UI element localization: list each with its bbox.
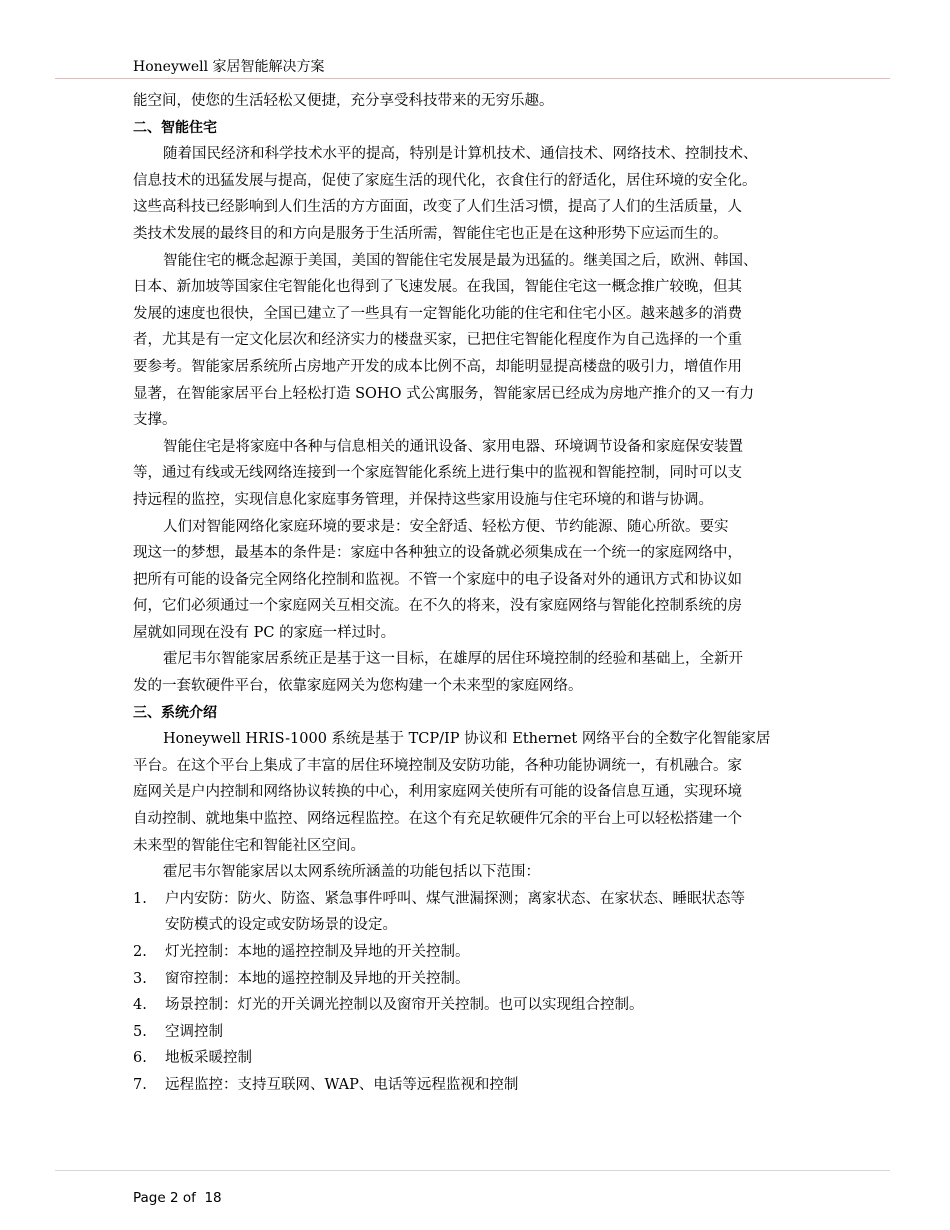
- paragraph-line: 日本、新加坡等国家住宅智能化也得到了飞速发展。在我国，智能住宅这一概念推广较晚，但其: [133, 279, 742, 296]
- paragraph-line: 类技术发展的最终目的和方向是服务于生活所需，智能住宅也正是在这种形势下应运而生的。: [133, 225, 728, 242]
- paragraph-line: 要参考。智能家居系统所占房地产开发的成本比例不高，却能明显提高楼盘的吸引力，增值作用: [133, 358, 742, 375]
- list-text: 户内安防：防火、防盗、紧急事件呼叫、煤气泄漏探测；离家状态、在家状态、睡眠状态等: [165, 890, 745, 907]
- paragraph: [133, 141, 823, 247]
- list-number: 5.: [133, 1023, 147, 1040]
- page-footer: [133, 1190, 222, 1206]
- list-item: [133, 1045, 823, 1072]
- list-number: 1.: [133, 890, 147, 907]
- list-item-continuation: [133, 912, 823, 939]
- header-divider: [55, 78, 890, 79]
- list-text: 地板采暖控制: [165, 1050, 252, 1067]
- list-number: 2.: [133, 944, 147, 960]
- list-item: [133, 1072, 823, 1099]
- feature-list: [133, 886, 823, 1099]
- paragraph-line: 庭网关是户内控制和网络协议转换的中心，利用家庭网关使所有可能的设备信息互通，实现环境: [133, 784, 742, 801]
- list-text: 远程监控：支持互联网、WAP、电话等远程监视和控制: [165, 1076, 519, 1093]
- paragraph-line: 自动控制、就地集中监控、网络远程监控。在这个有充足软硬件冗余的平台上可以轻松搭建一个: [133, 811, 742, 828]
- list-item: [133, 992, 823, 1019]
- paragraph-line: 现这一的梦想，最基本的条件是：家庭中各种独立的设备就必须集成在一个统一的家庭网络中，: [133, 545, 742, 562]
- paragraph-line: 这些高科技已经影响到人们生活的方方面面，改变了人们生活习惯，提高了人们的生活质量，人: [133, 199, 742, 216]
- paragraph-line: 者，尤其是有一定文化层次和经济实力的楼盘买家，已把住宅智能化程度作为自己选择的一个重: [133, 332, 742, 349]
- paragraph-line: 平台。在这个平台上集成了丰富的居住环境控制及安防功能，各种功能协调统一，有机融合。家: [133, 757, 742, 774]
- paragraph-line: 支撑。: [133, 412, 177, 429]
- paragraph-line: 随着国民经济和科学技术水平的提高，特别是计算机技术、通信技术、网络技术、控制技术、: [163, 146, 758, 163]
- paragraph: [133, 248, 823, 434]
- list-item: [133, 1019, 823, 1046]
- paragraph-line: 未来型的智能住宅和智能社区空间。: [133, 837, 365, 854]
- list-number: 3.: [133, 970, 147, 987]
- list-text: 灯光控制：本地的遥控控制及异地的开关控制。: [165, 944, 470, 960]
- paragraph-line: 显著，在智能家居平台上轻松打造 SOHO 式公寓服务，智能家居已经成为房地产推介的又一有力: [133, 385, 755, 402]
- list-item: [133, 939, 823, 966]
- list-text: 窗帘控制：本地的遥控控制及异地的开关控制。: [165, 970, 470, 987]
- paragraph: [133, 434, 823, 514]
- paragraph-line: 屋就如同现在没有 PC 的家庭一样过时。: [133, 624, 396, 641]
- paragraph-line: 智能住宅的概念起源于美国，美国的智能住宅发展是最为迅猛的。继美国之后，欧洲、韩国、: [163, 252, 758, 269]
- paragraph: [133, 514, 823, 647]
- paragraph-line: 把所有可能的设备完全网络化控制和监视。不管一个家庭中的电子设备对外的通讯方式和协议如: [133, 571, 742, 588]
- paragraph-line: 持远程的监控，实现信息化家庭事务管理，并保持这些家用设施与住宅环境的和谐与协调。: [133, 491, 713, 508]
- continuation-text: 能空间，使您的生活轻松又便捷，充分享受科技带来的无穷乐趣。: [133, 93, 554, 109]
- list-number: 6.: [133, 1050, 147, 1067]
- list-text: 空调控制: [165, 1023, 223, 1040]
- page-header: Honeywell 家居智能解决方案: [133, 59, 325, 75]
- paragraph-line: 何，它们必须通过一个家庭网关互相交流。在不久的将来，没有家庭网络与智能化控制系统的房: [133, 598, 742, 615]
- paragraph-line: 智能住宅是将家庭中各种与信息相关的通讯设备、家用电器、环境调节设备和家庭保安装置: [163, 438, 743, 455]
- list-text: 场景控制：灯光的开关调光控制以及窗帘开关控制。也可以实现组合控制。: [165, 997, 644, 1014]
- paragraph-line: 信息技术的迅猛发展与提高，促使了家庭生活的现代化，衣食住行的舒适化，居住环境的安全化。: [133, 172, 757, 189]
- paragraph-line: 发展的速度也很快，全国已建立了一些具有一定智能化功能的住宅和住宅小区。越来越多的消费: [133, 305, 742, 322]
- paragraph-line: 发的一套软硬件平台，依靠家庭网关为您构建一个未来型的家庭网络。: [133, 678, 583, 695]
- paragraph: [133, 726, 823, 859]
- paragraph-line: 人们对智能网络化家庭环境的要求是：安全舒适、轻松方便、节约能源、随心所欲。要实: [163, 518, 729, 535]
- document-body: [133, 88, 823, 1099]
- paragraph-line: Honeywell HRIS-1000 系统是基于 TCP/IP 协议和 Ethernet 网络平台的全数字化智能家居: [163, 731, 771, 748]
- paragraph-line: 霍尼韦尔智能家居以太网系统所涵盖的功能包括以下范围：: [163, 864, 540, 881]
- paragraph-line: 霍尼韦尔智能家居系统正是基于这一目标，在雄厚的居住环境控制的经验和基础上，全新开: [163, 651, 743, 668]
- list-item: [133, 886, 823, 913]
- page-total: 18: [204, 1190, 222, 1206]
- list-item: [133, 966, 823, 993]
- page-label: Page 2 of: [133, 1190, 196, 1206]
- footer-divider: [55, 1170, 890, 1171]
- list-text: 安防模式的设定或安防场景的设定。: [165, 917, 397, 934]
- paragraph: [133, 646, 823, 699]
- paragraph-line: 等，通过有线或无线网络连接到一个家庭智能化系统上进行集中的监视和智能控制，同时可以支: [133, 465, 742, 482]
- list-number: 4.: [133, 997, 147, 1014]
- list-number: 7.: [133, 1076, 147, 1093]
- section-heading-system-intro: 三、系统介绍: [133, 704, 217, 721]
- section-heading-smart-home: 二、智能住宅: [133, 119, 217, 136]
